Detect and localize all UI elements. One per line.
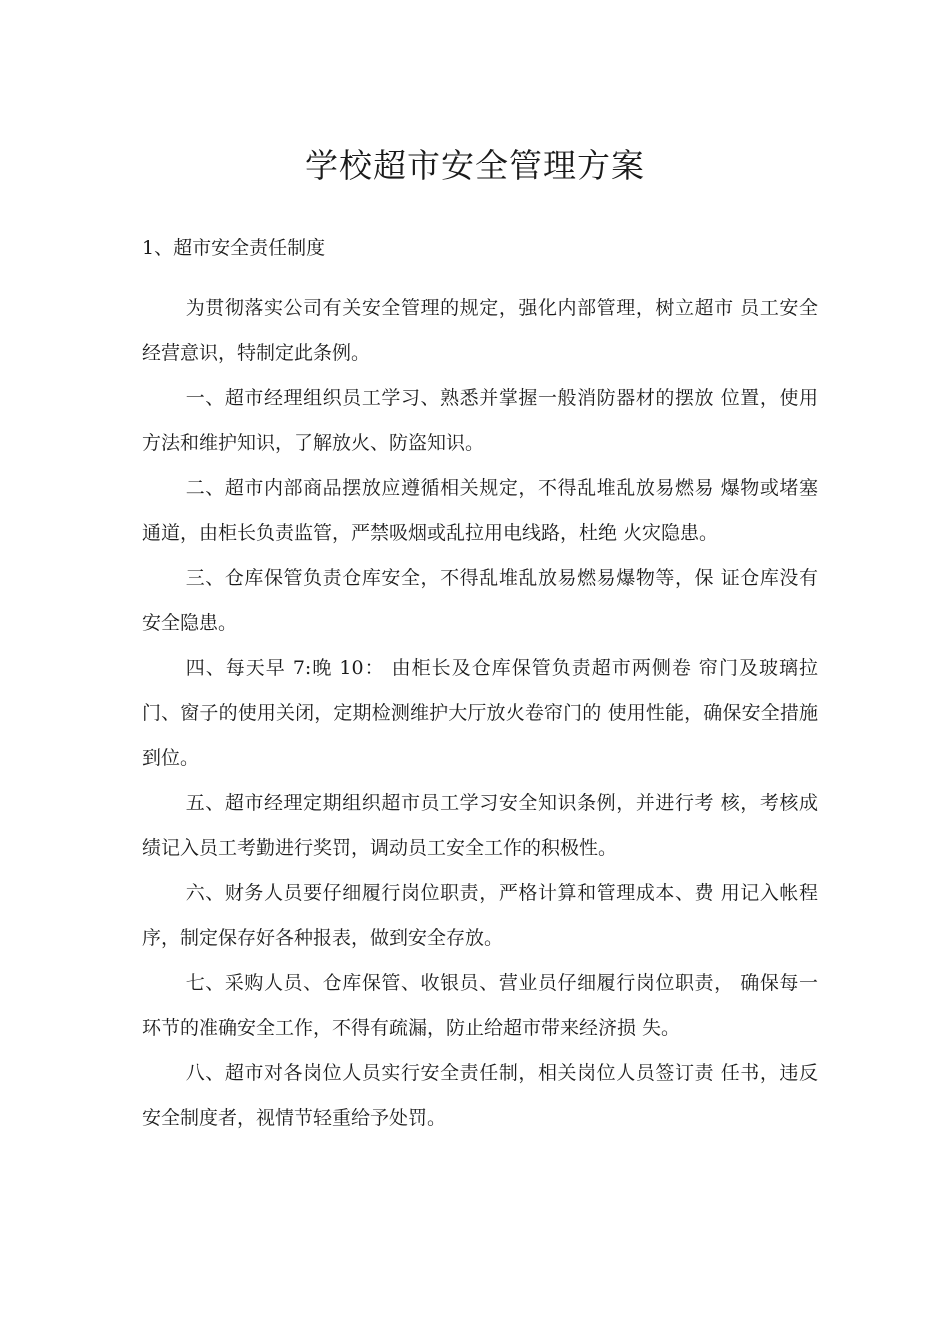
section-heading: 1、超市安全责任制度 [142,237,326,259]
rule-paragraph-2: 二、超市内部商品摆放应遵循相关规定，不得乱堆乱放易燃易 爆物或堵塞通道，由柜长负责监管，严禁吸烟或乱拉用电线路，杜绝 火灾隐患。 [142,477,818,544]
rule-paragraph-5: 五、超市经理定期组织超市员工学习安全知识条例，并进行考 核，考核成绩记入员工考勤进行奖罚，调动员工安全工作的积极性。 [142,792,818,859]
rule-paragraph-1: 一、超市经理组织员工学习、熟悉并掌握一般消防器材的摆放 位置，使用方法和维护知识，了解放火、防盗知识。 [142,387,818,454]
document-body [142,286,818,1141]
rule-paragraph-7: 七、采购人员、仓库保管、收银员、营业员仔细履行岗位职责， 确保每一环节的准确安全工作，不得有疏漏，防止给超市带来经济损 失。 [142,972,818,1039]
rule-paragraph-3: 三、仓库保管负责仓库安全，不得乱堆乱放易燃易爆物等，保 证仓库没有安全隐患。 [142,567,818,634]
intro-paragraph: 为贯彻落实公司有关安全管理的规定，强化内部管理，树立超市 员工安全经营意识，特制定此条例。 [142,297,818,364]
document-title: 学校超市安全管理方案 [305,146,645,185]
rule-paragraph-4: 四、每天早 7:晚 10： 由柜长及仓库保管负责超市两侧卷 帘门及玻璃拉门、窗子的使用关闭，定期检测维护大厅放火卷帘门的 使用性能，确保安全措施到位。 [142,657,818,769]
rule-paragraph-6: 六、财务人员要仔细履行岗位职责，严格计算和管理成本、费 用记入帐程序，制定保存好各种报表，做到安全存放。 [142,882,818,949]
rule-paragraph-8: 八、超市对各岗位人员实行安全责任制，相关岗位人员签订责 任书，违反安全制度者，视情节轻重给予处罚。 [142,1062,818,1129]
